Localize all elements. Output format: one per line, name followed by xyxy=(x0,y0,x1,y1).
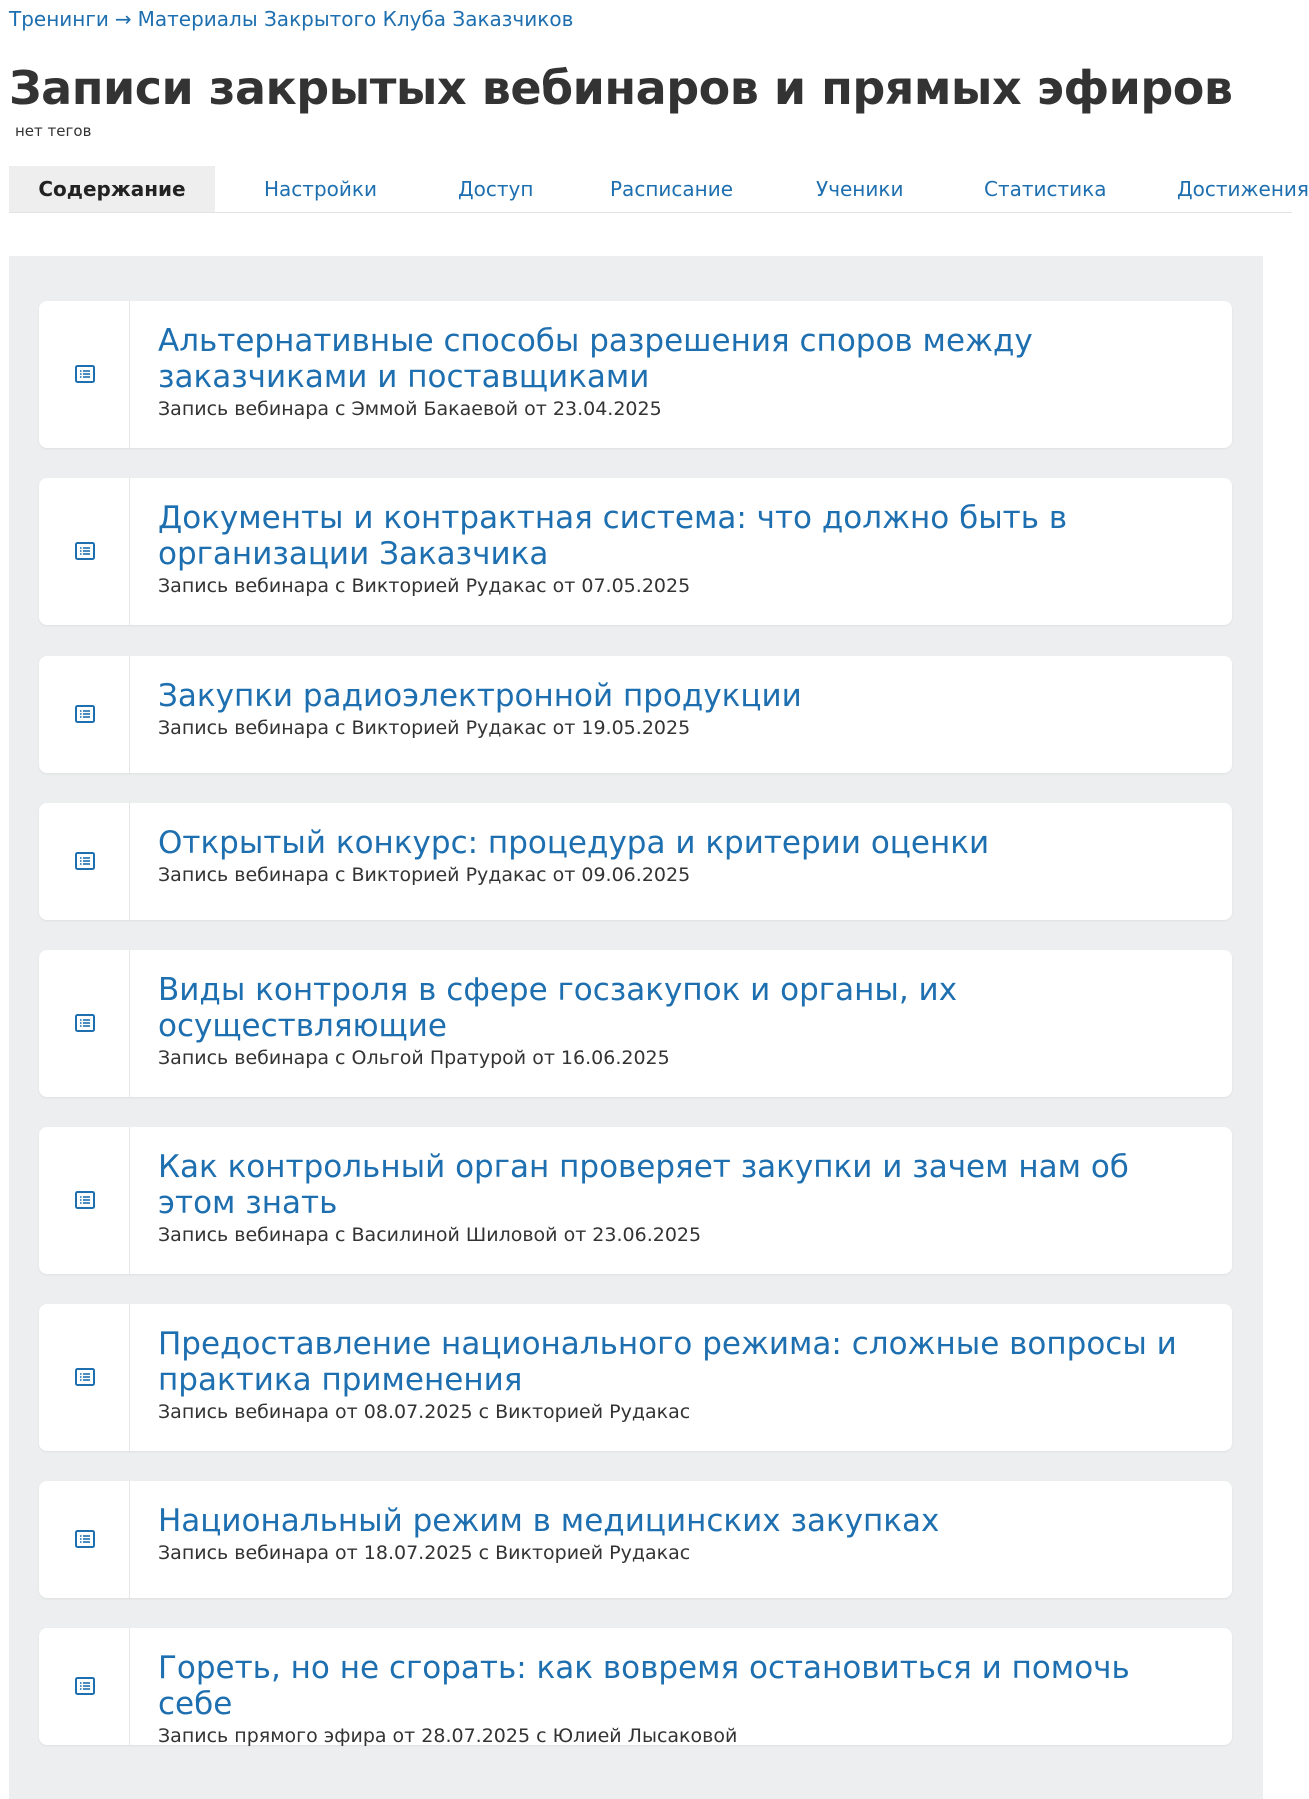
document-list-icon xyxy=(75,541,95,561)
lesson-title-link[interactable]: Предоставление национального режима: сложные вопросы и практика применения xyxy=(158,1326,1177,1398)
lesson-subtitle: Запись вебинара с Викторией Рудакас от 19.05.2025 xyxy=(158,717,691,739)
document-list-icon xyxy=(75,1529,95,1549)
document-list-icon xyxy=(75,1676,95,1696)
lesson-title-link[interactable]: Национальный режим в медицинских закупках xyxy=(158,1503,940,1539)
lesson-card[interactable] xyxy=(39,1628,1232,1745)
lesson-title-link[interactable]: Открытый конкурс: процедура и критерии оценки xyxy=(158,825,990,861)
tab-schedule[interactable]: Расписание xyxy=(610,177,734,201)
breadcrumb-separator: → xyxy=(114,7,132,31)
lesson-card[interactable] xyxy=(39,1481,1232,1598)
lesson-icon-column xyxy=(39,301,130,448)
page-title: Записи закрытых вебинаров и прямых эфиров xyxy=(9,61,1233,115)
lesson-card[interactable] xyxy=(39,803,1232,920)
lesson-title-link[interactable]: Документы и контрактная система: что должно быть в организации Заказчика xyxy=(158,500,1068,572)
document-list-icon xyxy=(75,851,95,871)
lessons-panel xyxy=(9,256,1263,1799)
document-list-icon xyxy=(75,1367,95,1387)
lesson-title-link[interactable]: Закупки радиоэлектронной продукции xyxy=(158,678,802,714)
lesson-subtitle: Запись прямого эфира от 28.07.2025 с Юлией Лысаковой xyxy=(158,1725,738,1747)
document-list-icon xyxy=(75,1190,95,1210)
lesson-icon-column xyxy=(39,1481,130,1598)
lesson-title-link[interactable]: Виды контроля в сфере госзакупок и органы, их осуществляющие xyxy=(158,972,958,1044)
tab-statistics[interactable]: Статистика xyxy=(984,177,1107,201)
tags-label: нет тегов xyxy=(15,122,92,140)
lesson-title-link[interactable]: Как контрольный орган проверяет закупки и зачем нам об этом знать xyxy=(158,1149,1129,1221)
breadcrumb xyxy=(9,5,573,33)
lesson-card[interactable] xyxy=(39,1127,1232,1274)
tab-content[interactable]: Содержание xyxy=(9,166,215,212)
lesson-card[interactable] xyxy=(39,1304,1232,1451)
lesson-subtitle: Запись вебинара с Эммой Бакаевой от 23.04.2025 xyxy=(158,398,662,420)
lesson-subtitle: Запись вебинара с Ольгой Пратурой от 16.06.2025 xyxy=(158,1047,670,1069)
document-list-icon xyxy=(75,704,95,724)
breadcrumb-item-trainings[interactable]: Тренинги xyxy=(9,7,109,31)
document-list-icon xyxy=(75,1013,95,1033)
tab-bar xyxy=(9,166,1309,213)
lesson-subtitle: Запись вебинара от 18.07.2025 с Викторией Рудакас xyxy=(158,1542,691,1564)
lesson-card[interactable] xyxy=(39,301,1232,448)
tab-settings[interactable]: Настройки xyxy=(264,177,377,201)
lesson-title-link[interactable]: Альтернативные способы разрешения споров между заказчиками и поставщиками xyxy=(158,323,1033,395)
lesson-subtitle: Запись вебинара с Викторией Рудакас от 09.06.2025 xyxy=(158,864,691,886)
lesson-icon-column xyxy=(39,803,130,920)
lesson-subtitle: Запись вебинара от 08.07.2025 с Викторией Рудакас xyxy=(158,1401,691,1423)
document-list-icon xyxy=(75,364,95,384)
breadcrumb-item-club-materials[interactable]: Материалы Закрытого Клуба Заказчиков xyxy=(137,7,574,31)
lesson-icon-column xyxy=(39,950,130,1097)
lesson-icon-column xyxy=(39,1304,130,1451)
lesson-card[interactable] xyxy=(39,478,1232,625)
lesson-subtitle: Запись вебинара с Василиной Шиловой от 23.06.2025 xyxy=(158,1224,702,1246)
lesson-card[interactable] xyxy=(39,656,1232,773)
tab-achievements[interactable]: Достижения xyxy=(1177,177,1309,201)
lesson-icon-column xyxy=(39,656,130,773)
lesson-icon-column xyxy=(39,1127,130,1274)
lesson-title-link[interactable]: Гореть, но не сгорать: как вовремя остановиться и помочь себе xyxy=(158,1650,1130,1722)
lesson-subtitle: Запись вебинара с Викторией Рудакас от 07.05.2025 xyxy=(158,575,691,597)
lesson-icon-column xyxy=(39,478,130,625)
tab-students[interactable]: Ученики xyxy=(816,177,904,201)
tab-access[interactable]: Доступ xyxy=(458,177,534,201)
lesson-card[interactable] xyxy=(39,950,1232,1097)
lesson-icon-column xyxy=(39,1628,130,1745)
